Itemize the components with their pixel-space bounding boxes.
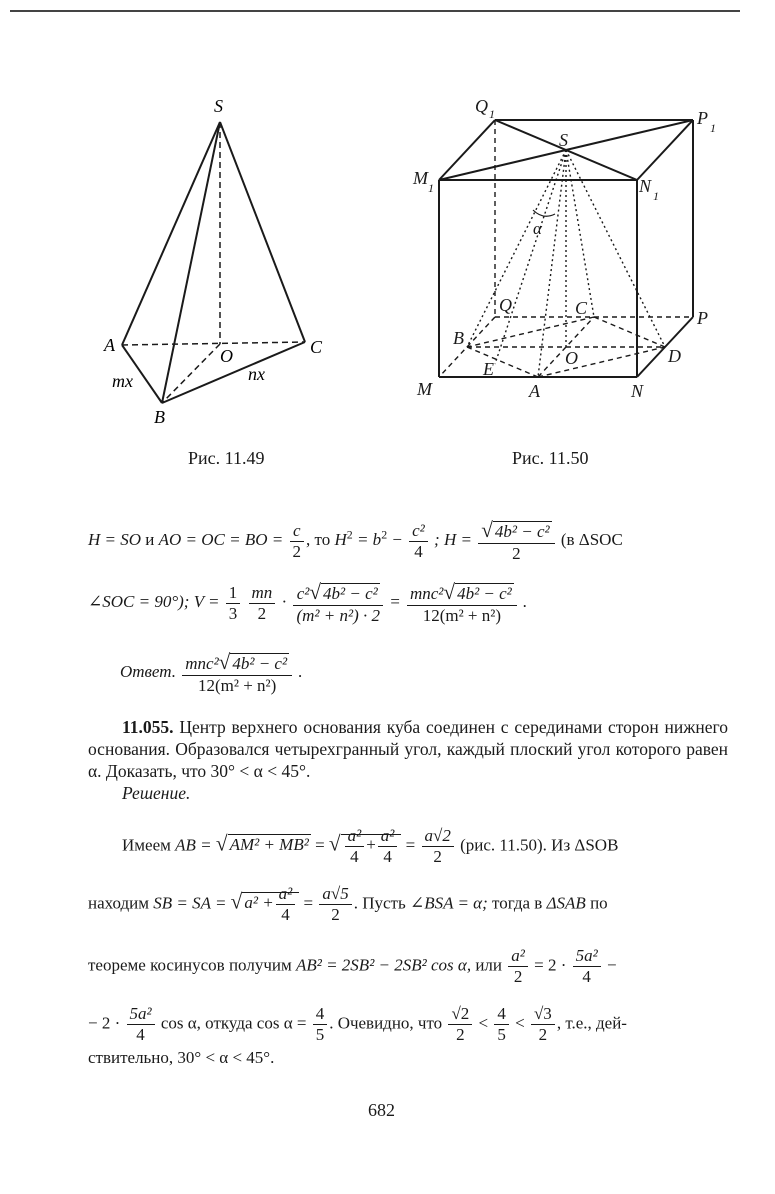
- edge-sc: [220, 122, 305, 342]
- svg-text:1: 1: [428, 181, 434, 195]
- label-b: B: [453, 328, 464, 348]
- label-n1: N: [639, 176, 652, 196]
- edge-sb: [162, 122, 220, 403]
- problem-number: 11.055.: [122, 717, 174, 737]
- label-a: A: [104, 335, 115, 355]
- label-m: M: [417, 379, 432, 399]
- problem-statement: [88, 716, 728, 782]
- edge-ac-hidden: [122, 342, 305, 345]
- edge-sa: [122, 122, 220, 345]
- label-n: N: [631, 381, 644, 401]
- top-rule: [10, 10, 740, 12]
- label-a: A: [529, 381, 540, 401]
- label-alpha: α: [533, 219, 542, 238]
- page-number: 682: [368, 1100, 395, 1120]
- label-o: O: [565, 348, 578, 368]
- solution-line-5: ствительно, 30° < α < 45°.: [88, 1048, 275, 1067]
- label-q1: Q: [475, 96, 488, 116]
- label-d: D: [668, 346, 681, 366]
- solution-line-4: − 2 · $\frac{\text{5a²}}{4}$ cos α, откуда cos α = $\frac{4}{5}$ . Очевидно, что $\frac{√2}{2}$ < $\frac{4}{5}$ < $\frac{√3}{2}$ , т.е., дей-: [88, 1004, 627, 1044]
- figure-11-50: [405, 92, 735, 412]
- label-m1: M: [413, 168, 428, 188]
- formula-line-1: H = SO и AO = OC = BO = $\frac{c}{2}$ , то $H^2 = b^2$ − $\frac{\text{c²}}{4}$ ; H = $\frac{\text{√ 4b² − c²}}{2}$ (в ΔSOC: [88, 518, 623, 563]
- solution-label: Решение.: [122, 783, 191, 803]
- label-nx: nx: [248, 364, 265, 384]
- svg-text:1: 1: [653, 189, 659, 203]
- label-p: P: [697, 308, 708, 328]
- solution-line-3: теореме косинусов получим AB² = 2SB² − 2SB² cos α, или $\frac{\text{a²}}{2}$ = 2 · $\frac{\text{5a²}}{4}$ −: [88, 946, 617, 986]
- label-q: Q: [499, 295, 512, 315]
- problem-text: Центр верхнего основания куба соединен с серединами сторон нижнего основания. Образовался четырехгранный угол, каждый плоский угол которого равен α. Доказать, что 30° < α < 45°.: [88, 717, 729, 781]
- label-b: B: [154, 407, 165, 425]
- caption-fig-11-50: Рис. 11.50: [512, 448, 589, 468]
- edge-bc: [162, 342, 305, 403]
- svg-text:1: 1: [489, 107, 495, 121]
- label-o: O: [220, 346, 233, 366]
- label-p1: P: [697, 108, 708, 128]
- svg-text:1: 1: [710, 121, 716, 135]
- label-c: C: [310, 337, 323, 357]
- caption-fig-11-49: Рис. 11.49: [188, 448, 265, 468]
- label-s: S: [214, 96, 223, 116]
- answer: Ответ. $\frac{\text{mnc²√ 4b² − c²}}{\text{12(m² + n²)}}$ .: [120, 650, 303, 695]
- formula-line-2: ∠SOC = 90°); V = $\frac{1}{3}$ $\frac{mn}{2}$ · $\frac{\text{c²√ 4b² − c²}}{\text{(m² + n²) · 2}}$ = $\frac{\text{mnc²√ 4b² − c²}}{\text{12(m² + n²)}}$ .: [88, 580, 528, 625]
- label-mx: mx: [112, 371, 133, 391]
- label-e: E: [483, 359, 494, 379]
- segment-ob: [162, 344, 220, 403]
- label-c: C: [575, 298, 588, 318]
- solution-line-1: Имеем AB = √ AM² + MB² = √ $\frac{\text{a²}}{4}$ + $\frac{\text{a²}}{4}$ = $\frac{a√2}{2}$ (рис. 11.50). Из ΔSOB: [122, 826, 619, 866]
- figure-11-49: [100, 95, 340, 425]
- solution-line-2: находим SB = SA = √ a² + $\frac{\text{a²}}{4}$ = $\frac{a√5}{2}$ . Пусть ∠BSA = α; тогда в ΔSAB по: [88, 884, 608, 924]
- label-s: S: [559, 130, 568, 150]
